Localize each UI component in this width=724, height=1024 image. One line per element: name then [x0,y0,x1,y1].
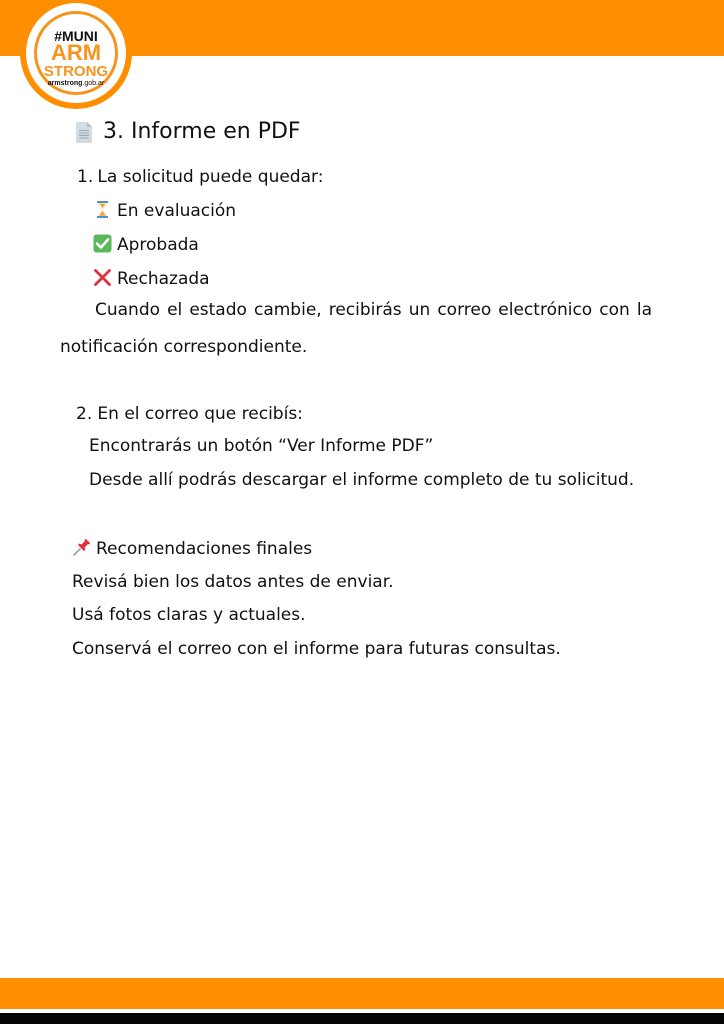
recommendation-item: Conservá el correo con el informe para futuras consultas. [72,639,561,659]
recommendations-heading [72,538,312,559]
logo-line-muni: #MUNI [54,28,98,45]
section-title: 3. Informe en PDF [103,119,301,144]
footer-band [0,978,724,1009]
logo-line-arm: ARM [50,40,102,66]
state-item-approved [93,234,199,255]
footer-strip [0,1013,724,1024]
logo-url-light: .gob.ar [82,79,105,87]
hourglass-icon [93,200,112,219]
logo-url-bold: armstrong [47,79,83,87]
email-instruction-line: Encontrarás un botón “Ver Informe PDF” [89,436,434,456]
step-1 [77,167,323,187]
state-label: Aprobada [117,235,199,255]
state-item-evaluation [93,200,236,221]
cross-mark-icon [93,268,112,287]
logo-line-strong: STRONG [43,62,109,80]
step-2 [76,404,303,424]
step-text: La solicitud puede quedar: [97,167,324,187]
recommendation-item: Revisá bien los datos antes de enviar. [72,572,394,592]
status-change-note: Cuando el estado cambie, recibirás un correo electrónico con la notificación correspondiente. [60,300,652,357]
check-mark-button-icon [93,234,112,253]
municipality-logo [20,0,132,109]
step-number: 1. [77,167,94,187]
state-label: En evaluación [117,201,237,221]
email-instruction-line: Desde allí podrás descargar el informe completo de tu solicitud. [89,470,635,490]
step-text: En el correo que recibís: [97,404,303,424]
logo-inner-circle [26,3,126,103]
logo-url [48,80,104,87]
section-heading [76,119,301,145]
page-facing-up-icon [76,122,92,143]
step-number: 2. [76,404,93,424]
recommendation-item: Usá fotos claras y actuales. [72,605,306,625]
pushpin-icon [72,538,92,557]
state-item-rejected [93,268,210,289]
state-label: Rechazada [117,269,210,289]
recommendations-title: Recomendaciones finales [96,539,313,559]
logo-text [26,3,126,103]
